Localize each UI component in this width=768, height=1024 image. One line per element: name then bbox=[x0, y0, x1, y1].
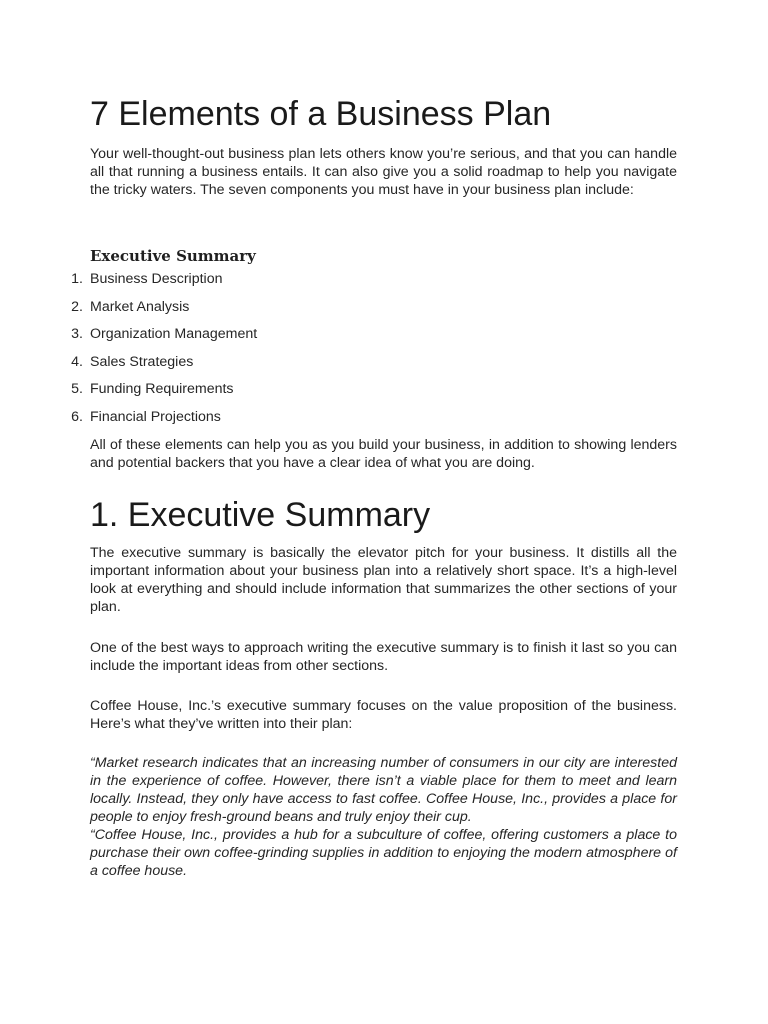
page-title: 7 Elements of a Business Plan bbox=[90, 95, 552, 133]
quote-paragraph: “Coffee House, Inc., provides a hub for a subculture of coffee, offering customers a place to purchase their own coffee-grinding supplies in addition to enjoying the modern atmosphere of a coffee house. bbox=[90, 827, 677, 879]
list-item-label: Sales Strategies bbox=[90, 353, 194, 370]
list-item-label: Funding Requirements bbox=[90, 381, 234, 398]
section-paragraph: The executive summary is basically the elevator pitch for your business. It distills all the important information about your business plan into a relatively short space. It’s a high-level look at everything and should include information that summarizes the other sections of your plan. bbox=[90, 545, 677, 615]
list-item bbox=[0, 270, 400, 298]
quote-block bbox=[90, 754, 677, 880]
section-heading-executive-summary: 1. Executive Summary bbox=[90, 496, 431, 534]
elements-list bbox=[0, 270, 400, 436]
section-paragraph: Coffee House, Inc.’s executive summary focuses on the value proposition of the business. Here’s what they’ve written into their plan: bbox=[90, 698, 677, 732]
list-item bbox=[0, 353, 400, 381]
list-heading: Executive Summary bbox=[90, 247, 256, 265]
list-item-number: 2. bbox=[71, 298, 83, 315]
list-item-label: Business Description bbox=[90, 271, 223, 287]
list-item-number: 6. bbox=[71, 408, 83, 425]
section-paragraph: One of the best ways to approach writing the executive summary is to finish it last so you can include the important ideas from other sections. bbox=[90, 640, 677, 674]
list-item bbox=[0, 408, 400, 436]
list-item-number: 4. bbox=[71, 353, 83, 370]
list-item-label: Organization Management bbox=[90, 326, 258, 343]
list-item bbox=[0, 380, 400, 408]
list-item-number: 3. bbox=[71, 326, 83, 343]
list-item bbox=[0, 298, 400, 326]
list-item-number: 5. bbox=[71, 381, 83, 398]
list-item-label: Market Analysis bbox=[90, 298, 190, 315]
list-item bbox=[0, 325, 400, 353]
after-list-paragraph: All of these elements can help you as you build your business, in addition to showing lenders and potential backers that you have a clear idea of what you are doing. bbox=[90, 437, 677, 471]
list-item-number: 1. bbox=[71, 271, 83, 287]
list-item-label: Financial Projections bbox=[90, 408, 221, 425]
quote-paragraph: “Market research indicates that an increasing number of consumers in our city are interested in the experience of coffee. However, there isn’t a viable place for them to meet and learn locally. Instead, they only have access to fast coffee. Coffee House, Inc., provides a place for people to enjoy fresh-ground beans and truly enjoy their cup. bbox=[90, 755, 677, 825]
intro-paragraph: Your well-thought-out business plan lets others know you’re serious, and that you can handle all that running a business entails. It can also give you a solid roadmap to help you navigate the tricky waters. The seven components you must have in your business plan include: bbox=[90, 146, 677, 198]
